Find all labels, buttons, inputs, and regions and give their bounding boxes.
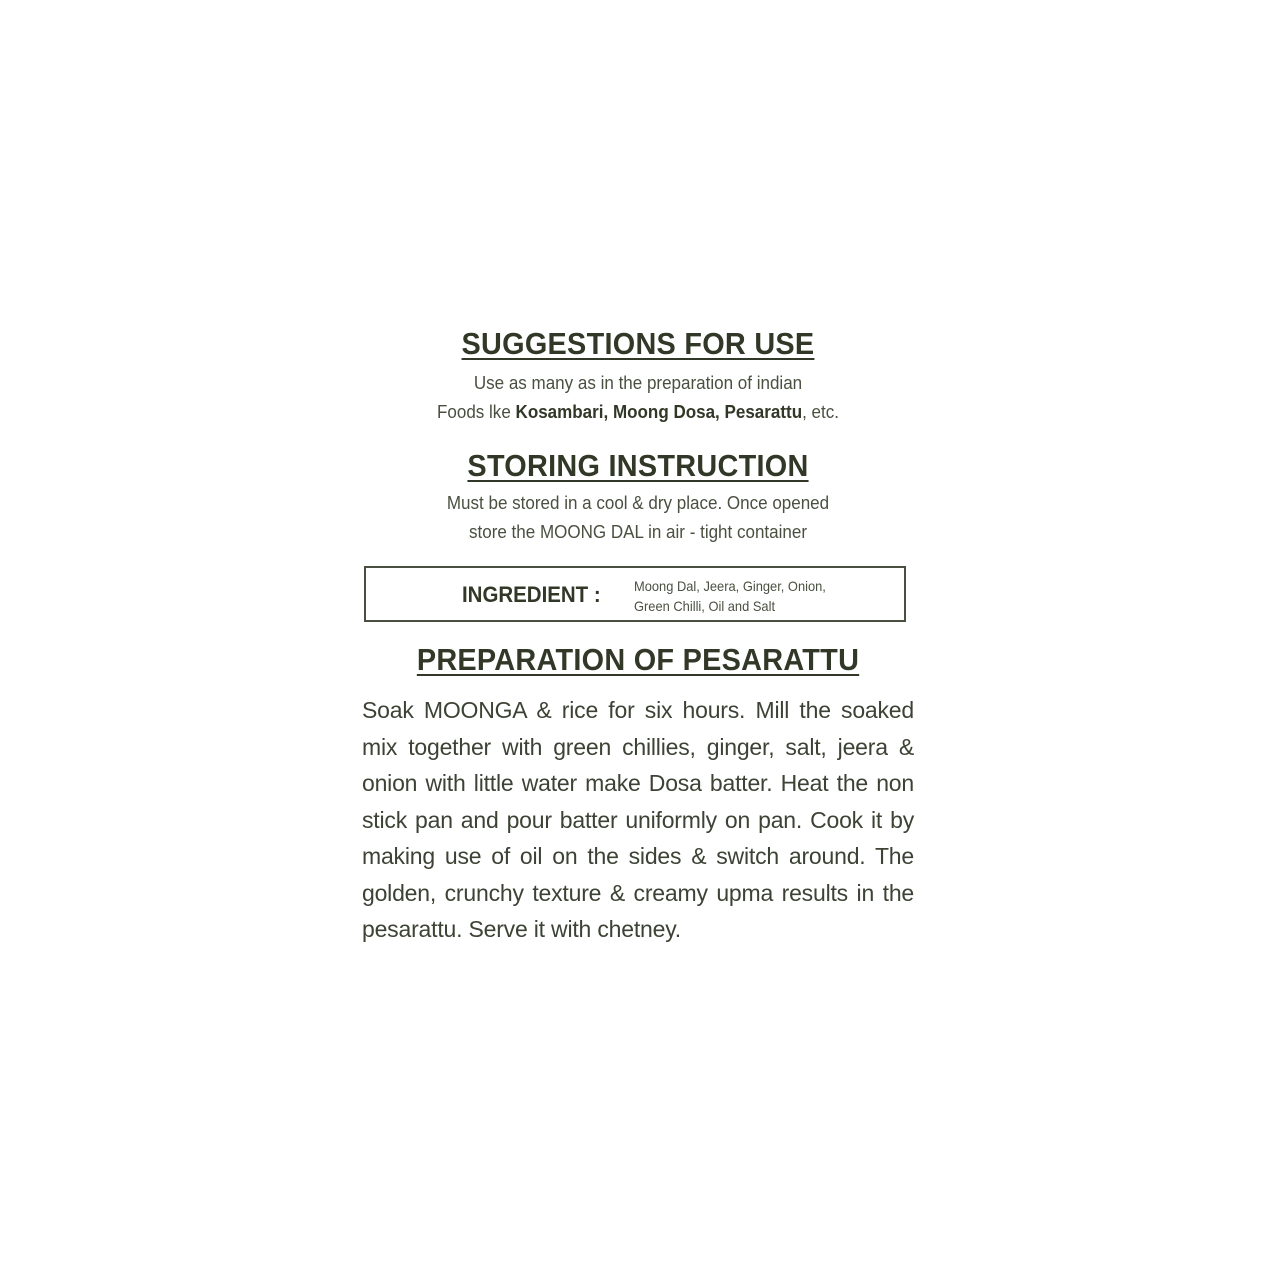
ingredient-list-line-2: Green Chilli, Oil and Salt: [634, 598, 776, 614]
suggestions-dish-names: Kosambari, Moong Dosa, Pesarattu: [515, 401, 803, 422]
product-label-panel: [362, 326, 914, 971]
preparation-instructions: Soak MOONGA & rice for six hours. Mill the soaked mix together with green chillies, ginger, salt, jeera & onion with little water make Dosa batter. Heat the non stick pan and pour batter uniformly on pan. Cook it by making use of oil on the sides & switch around. The golden, crunchy texture & creamy upma results in the pesarattu. Serve it with chetney.: [362, 697, 914, 942]
suggestions-line-2: [384, 397, 892, 426]
storing-line-2: store the MOONG DAL in air - tight container: [468, 521, 808, 542]
suggestions-line-1: Use as many as in the preparation of indian: [473, 372, 803, 393]
ingredient-list: [634, 576, 882, 616]
suggestions-line-2-start: Foods lke: [436, 401, 516, 422]
storing-line-1: Must be stored in a cool & dry place. Once opened: [446, 492, 830, 513]
storing-heading: STORING INSTRUCTION: [467, 448, 809, 483]
storing-text: [362, 488, 914, 546]
preparation-heading: PREPARATION OF PESARATTU: [416, 642, 860, 677]
suggestions-heading: SUGGESTIONS FOR USE: [461, 326, 815, 361]
ingredient-box: [364, 566, 906, 622]
ingredient-list-line-1: Moong Dal, Jeera, Ginger, Onion,: [634, 578, 826, 594]
suggestions-text: [362, 368, 914, 426]
suggestions-line-2-end: , etc.: [802, 401, 839, 422]
ingredient-label: INGREDIENT :: [462, 582, 601, 607]
